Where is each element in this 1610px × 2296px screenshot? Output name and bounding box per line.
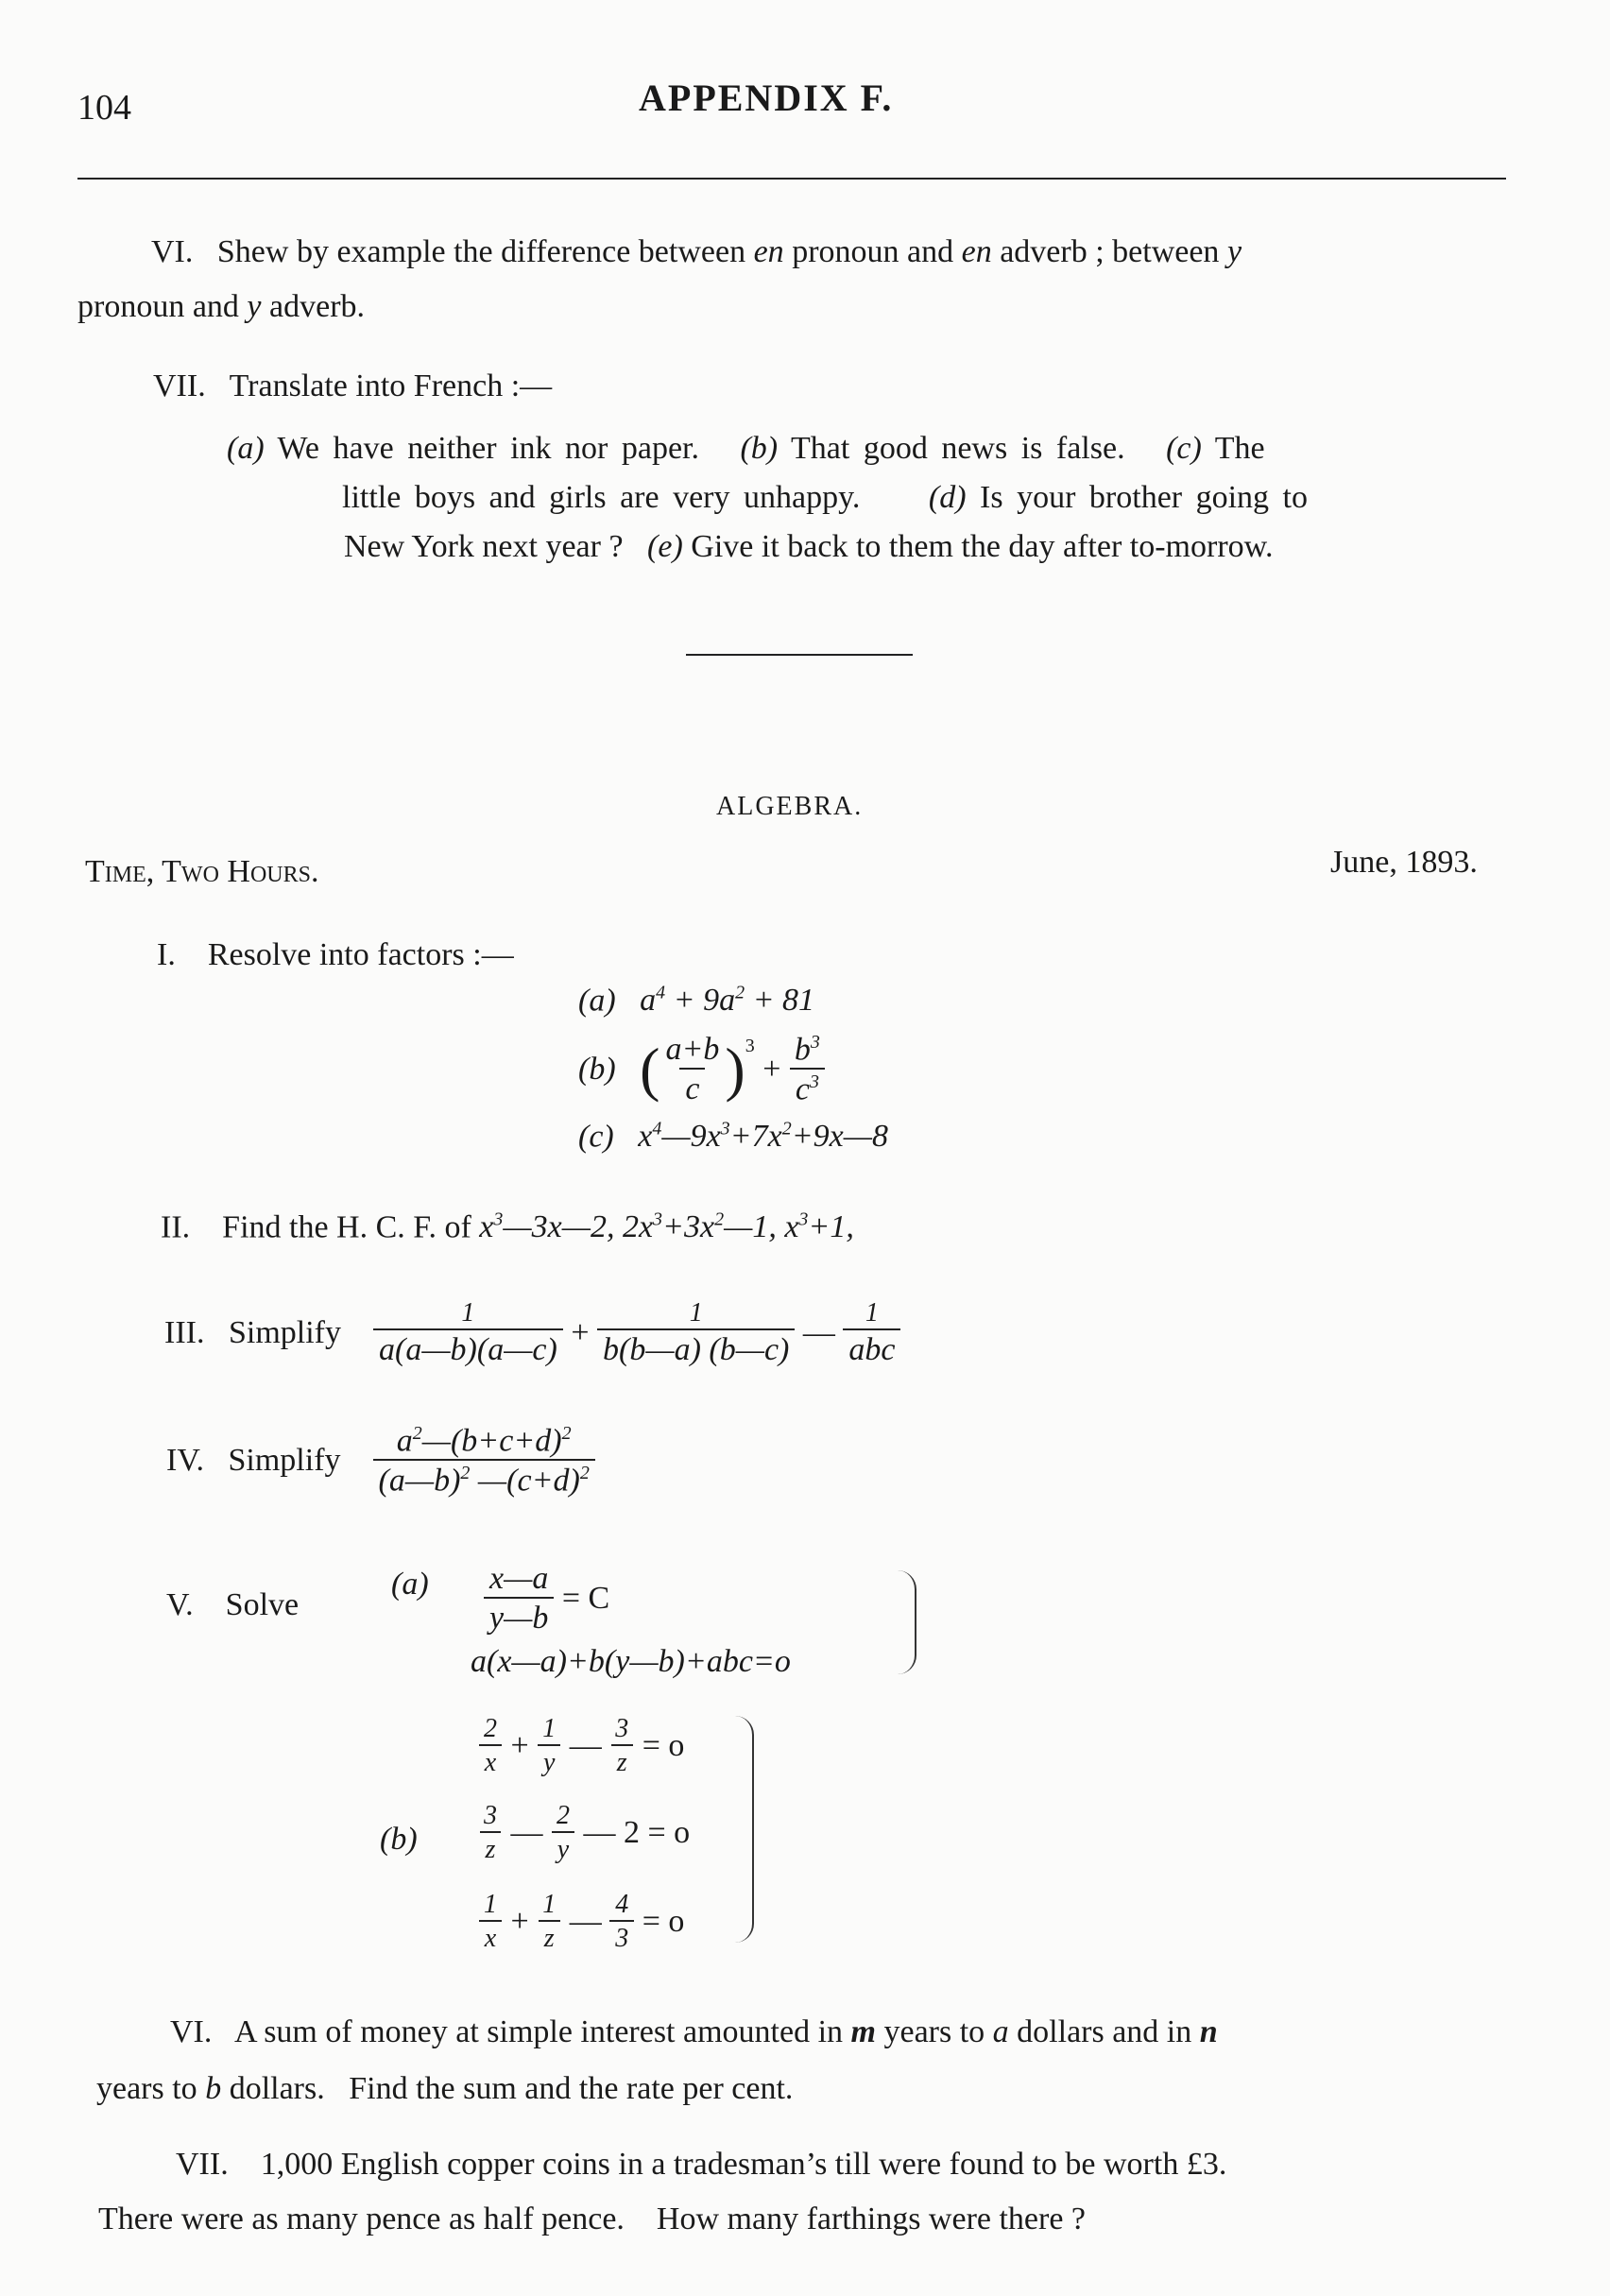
question-text: pronoun and xyxy=(792,234,954,269)
question-text: There were as many pence as half pence. xyxy=(98,2202,625,2236)
item-text: That good news is false. xyxy=(791,431,1125,466)
algebra-question-6 xyxy=(170,2014,1218,2050)
variable-b: b xyxy=(205,2071,222,2106)
section-heading: ALGEBRA. xyxy=(716,792,864,821)
item-label: (a) xyxy=(227,431,265,466)
expression: $a^4 + 9a^2 + 81$ xyxy=(640,983,815,1019)
question-text: Find the sum and the rate per cent. xyxy=(349,2071,794,2106)
variable-n: n xyxy=(1199,2014,1218,2049)
question-text: A sum of money at simple interest amounted in xyxy=(234,2014,844,2049)
algebra-question-4: IV. Simplify $\frac{a^2—(b+c+d)^2}{(a—b)^2 —(c+d)^2}$ xyxy=(166,1423,595,1499)
algebra-question-2 xyxy=(161,1209,854,1245)
factor-item-b: (b) ( $\frac{a+b}{c}$ ) $^3$ + $\frac{b^3}{c^3}$ xyxy=(578,1032,826,1108)
word-y: y xyxy=(247,289,262,324)
item-label: (d) xyxy=(928,480,967,515)
solve-eq-b1: $\frac{2}{x}$ + $\frac{1}{y}$ — $\frac{3}{z}$ = o xyxy=(478,1714,684,1778)
solve-eq-a2: a(x—a)+b(y—b)+abc=o xyxy=(471,1644,791,1679)
algebra-question-7-line2 xyxy=(98,2202,1086,2237)
item-label: (a) xyxy=(578,983,616,1019)
french-question-7 xyxy=(153,368,552,404)
french-7-line2 xyxy=(342,480,1308,516)
question-text: Simplify xyxy=(228,1443,341,1479)
page-number: 104 xyxy=(77,88,131,128)
question-text: adverb. xyxy=(269,289,366,324)
item-label: (b) xyxy=(740,431,779,466)
question-text: Find the H. C. F. of xyxy=(222,1209,471,1245)
question-text: Translate into French :— xyxy=(229,368,553,403)
item-text: New York next year ? xyxy=(344,529,624,564)
question-numeral: V. xyxy=(166,1587,194,1622)
item-text: The xyxy=(1214,431,1265,466)
solve-label-a: (a) xyxy=(391,1567,429,1602)
exam-date: June, 1893. xyxy=(1330,845,1478,880)
question-text: Simplify xyxy=(228,1315,341,1350)
question-text: Solve xyxy=(225,1587,300,1622)
question-numeral: VII. xyxy=(176,2147,229,2182)
expression: $x^3—3x—2$, $2x^3+3x^2—1$, $x^3+1$, xyxy=(479,1209,854,1245)
question-text: years to xyxy=(883,2014,985,2049)
item-text: Give it back to them the day after to-morrow. xyxy=(691,529,1274,564)
question-numeral: VI. xyxy=(151,234,194,269)
question-text: Shew by example the difference between xyxy=(216,234,746,269)
question-numeral: VI. xyxy=(170,2014,213,2049)
algebra-question-7 xyxy=(176,2147,1226,2183)
question-text: dollars. xyxy=(229,2071,325,2106)
question-text: Resolve into factors :— xyxy=(207,937,514,972)
word-y: y xyxy=(1226,234,1242,269)
solve-eq-b2: $\frac{3}{z}$ — $\frac{2}{y}$ — 2 = o xyxy=(478,1801,690,1865)
variable-m: m xyxy=(850,2014,876,2049)
french-7-line1 xyxy=(227,431,1265,467)
page-title: APPENDIX F. xyxy=(639,77,894,119)
expression: $x^4—9x^3+7x^2+9x—8$ xyxy=(638,1119,888,1155)
item-text: little boys and girls are very unhappy. xyxy=(342,480,861,515)
section-divider xyxy=(686,654,913,656)
question-text: dollars and in xyxy=(1017,2014,1192,2049)
factor-item-c xyxy=(578,1119,888,1155)
question-text: adverb ; between xyxy=(1000,234,1220,269)
item-text: Is your brother going to xyxy=(980,480,1308,515)
header-rule xyxy=(77,178,1506,180)
exam-time: Time, Two Hours. xyxy=(85,854,319,889)
algebra-question-1 xyxy=(157,937,514,973)
word-en: en xyxy=(961,234,992,269)
solve-eq-b3: $\frac{1}{x}$ + $\frac{1}{z}$ — $\frac{4}{3}$ = o xyxy=(478,1890,684,1954)
question-numeral: VII. xyxy=(153,368,206,403)
item-text: We have neither ink nor paper. xyxy=(277,431,699,466)
word-en: en xyxy=(753,234,784,269)
question-numeral: III. xyxy=(164,1315,205,1350)
question-numeral: IV. xyxy=(166,1443,204,1479)
factor-item-a xyxy=(578,983,814,1019)
question-text: How many farthings were there ? xyxy=(656,2202,1087,2236)
brace-b xyxy=(731,1716,754,1943)
question-numeral: II. xyxy=(161,1209,191,1245)
question-text: 1,000 English copper coins in a tradesman’s till were found to be worth £3. xyxy=(260,2147,1227,2182)
brace-a xyxy=(898,1570,916,1674)
french-7-line3 xyxy=(344,529,1274,565)
solve-eq-a1: $\frac{x—a}{y—b}$ = C xyxy=(484,1561,609,1636)
algebra-question-5 xyxy=(166,1587,299,1623)
question-text: years to xyxy=(96,2071,197,2106)
question-numeral: I. xyxy=(157,937,176,972)
algebra-question-3: III. Simplify $\frac{1}{a(a—b)(a—c)}$ + $\frac{1}{b(b—a) (b—c)}$ — $\frac{1}{\text{abc}}$ xyxy=(164,1298,900,1368)
french-question-6 xyxy=(151,234,1242,270)
algebra-question-6-line2 xyxy=(96,2071,793,2107)
item-label: (c) xyxy=(578,1119,614,1155)
variable-a: a xyxy=(992,2014,1009,2049)
item-label: (e) xyxy=(647,529,683,564)
question-text: pronoun and xyxy=(77,289,239,324)
solve-label-b: (b) xyxy=(380,1822,418,1857)
item-label: (c) xyxy=(1166,431,1202,466)
french-question-6-line2 xyxy=(77,289,365,325)
item-label: (b) xyxy=(578,1052,616,1088)
